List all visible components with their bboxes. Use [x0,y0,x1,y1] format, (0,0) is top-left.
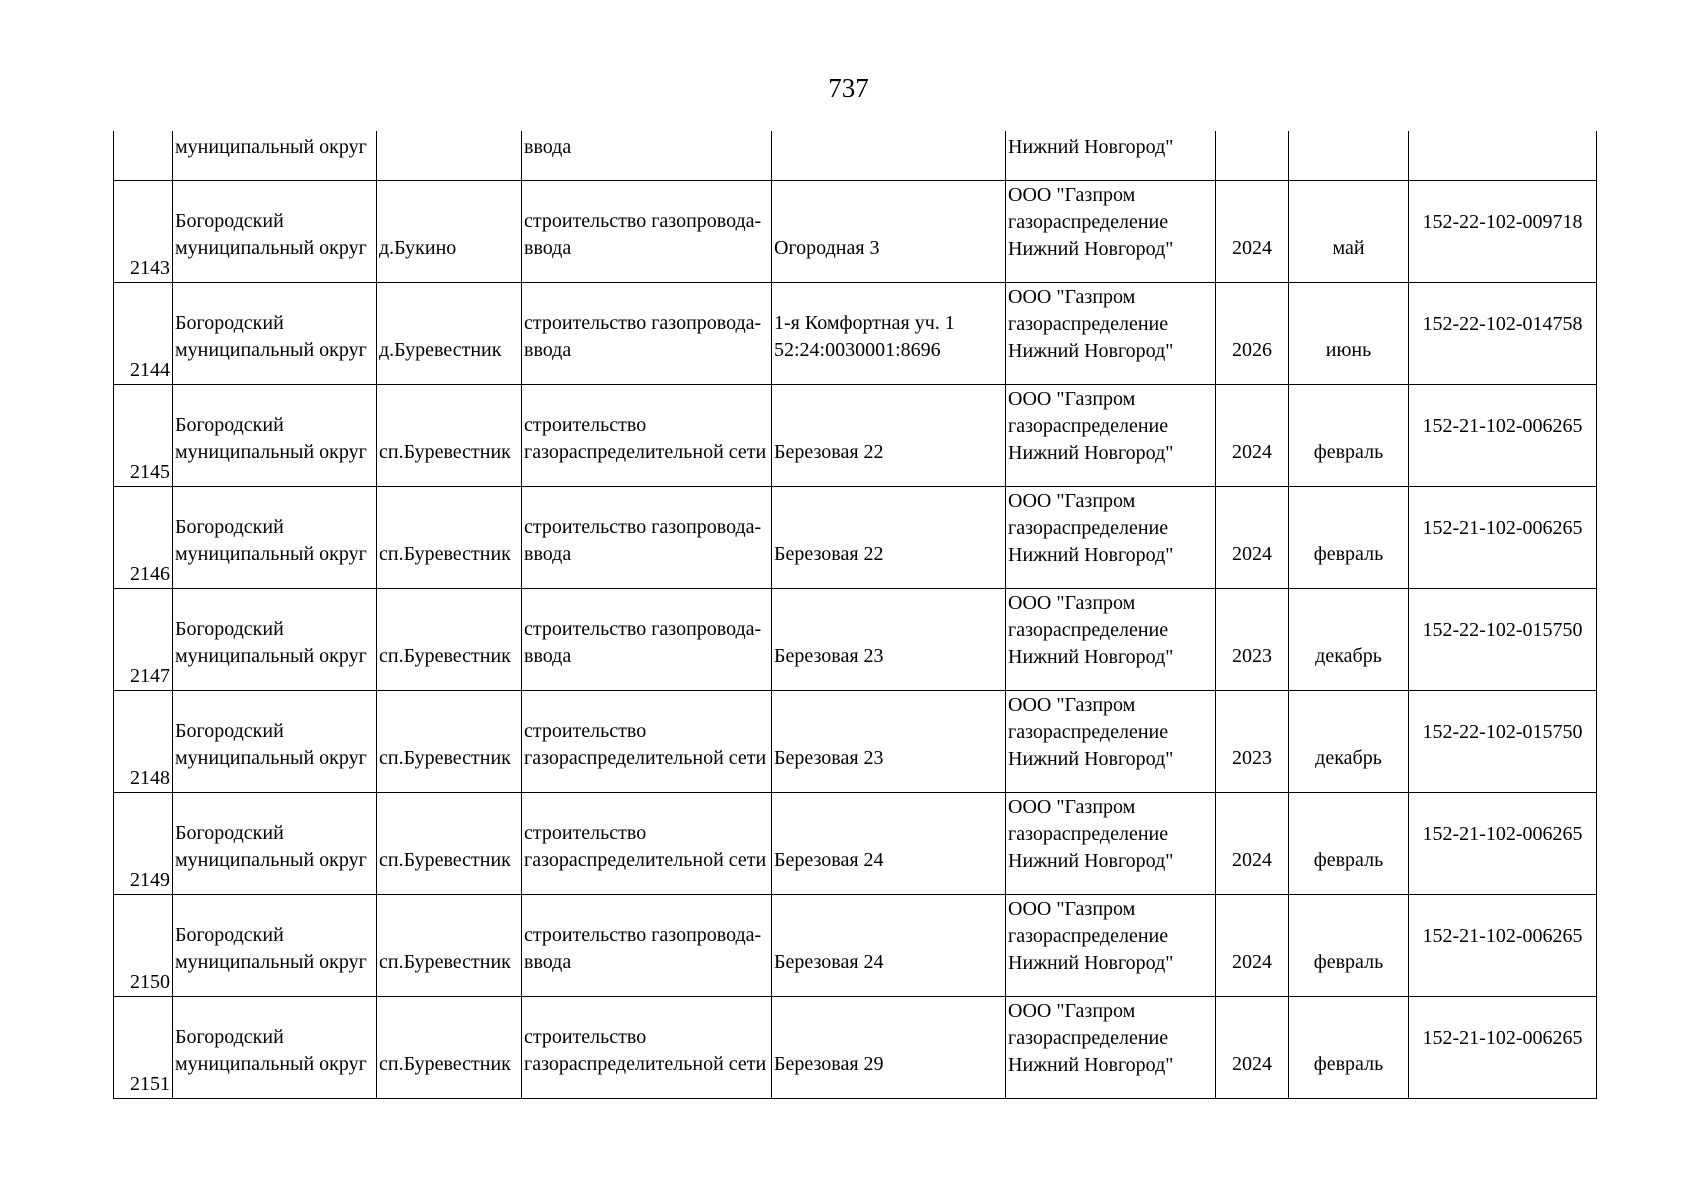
cell-line: газораспределение [1008,414,1169,437]
cell-line: ООО "Газпром [1008,285,1136,308]
cell-num: 2151 [114,996,173,1098]
cell-line: Нижний Новгород" [1008,237,1174,260]
cell-district [173,588,377,690]
cell-line: строительство [524,413,647,436]
cell-line: Березовая 24 [774,950,884,973]
cell-line: 52:24:0030001:8696 [774,338,941,361]
cell-line: газораспределение [1008,312,1169,335]
table-row [114,384,1597,486]
cell-work [522,384,772,486]
cell-locality: сп.Буревестник [377,588,522,690]
cell-line: муниципальный округ [175,848,367,871]
cell-line: строительство [524,821,647,844]
cell-line: муниципальный округ [175,542,367,565]
cell-year: 2024 [1216,792,1289,894]
cell-locality: сп.Буревестник [377,792,522,894]
cell-year: 2024 [1216,384,1289,486]
cell-year: 2024 [1216,486,1289,588]
cell-line: Нижний Новгород" [1008,951,1174,974]
cell-line: муниципальный округ [175,440,367,463]
cell-locality [377,131,522,180]
cell-locality: сп.Буревестник [377,894,522,996]
table-body [114,131,1597,1098]
cell-org [1006,894,1216,996]
cell-code: 152-22-102-014758 [1409,282,1597,384]
cell-code: 152-21-102-006265 [1409,996,1597,1098]
cell-org [1006,996,1216,1098]
cell-line: газораспределение [1008,618,1169,641]
cell-address [772,282,1006,384]
cell-org [1006,690,1216,792]
cell-month: июнь [1289,282,1409,384]
cell-line: ООО "Газпром [1008,183,1136,206]
cell-line: ввода [524,542,572,565]
cell-locality: сп.Буревестник [377,384,522,486]
cell-line: строительство газопровода- [524,515,762,538]
cell-work [522,792,772,894]
cell-year [1216,131,1289,180]
cell-line: газораспределительной сети [524,848,767,871]
cell-line: ООО "Газпром [1008,897,1136,920]
cell-year: 2023 [1216,690,1289,792]
cell-line: Березовая 22 [774,440,884,463]
cell-line: ООО "Газпром [1008,693,1136,716]
cell-org [1006,384,1216,486]
cell-org [1006,486,1216,588]
cell-year: 2023 [1216,588,1289,690]
cell-line: газораспределение [1008,1026,1169,1049]
cell-locality: д.Буревестник [377,282,522,384]
cell-work [522,180,772,282]
cell-num: 2144 [114,282,173,384]
cell-code [1409,131,1597,180]
cell-line: строительство [524,1025,647,1048]
cell-month: февраль [1289,792,1409,894]
cell-work [522,894,772,996]
cell-line: газораспределение [1008,720,1169,743]
page-number: 737 [828,73,869,103]
cell-line: Нижний Новгород" [1008,339,1174,362]
cell-district [173,486,377,588]
cell-work: ввода [522,131,772,180]
cell-line: муниципальный округ [175,338,367,361]
cell-line: Богородский [175,923,284,946]
cell-num: 2145 [114,384,173,486]
cell-line: Богородский [175,617,284,640]
cell-locality: сп.Буревестник [377,486,522,588]
cell-line: газораспределительной сети [524,440,767,463]
cell-line: строительство [524,719,647,742]
cell-address [772,131,1006,180]
cell-district [173,690,377,792]
cell-line: Богородский [175,719,284,742]
cell-org: Нижний Новгород" [1006,131,1216,180]
cell-num: 2149 [114,792,173,894]
cell-month: декабрь [1289,588,1409,690]
cell-line: строительство газопровода- [524,617,762,640]
cell-line: ввода [524,338,572,361]
cell-address [772,996,1006,1098]
cell-num: 2148 [114,690,173,792]
cell-work [522,486,772,588]
table-row [114,996,1597,1098]
cell-line: Богородский [175,311,284,334]
cell-line: Березовая 23 [774,644,884,667]
cell-year: 2024 [1216,180,1289,282]
cell-org [1006,282,1216,384]
cell-locality: сп.Буревестник [377,690,522,792]
cell-line: газораспределение [1008,822,1169,845]
cell-locality: д.Букино [377,180,522,282]
cell-line: ввода [524,236,572,259]
cell-line: Богородский [175,821,284,844]
cell-code: 152-21-102-006265 [1409,486,1597,588]
cell-line: ввода [524,644,572,667]
cell-line: Нижний Новгород" [1008,543,1174,566]
cell-line: муниципальный округ [175,950,367,973]
cell-line: Богородский [175,209,284,232]
cell-work [522,588,772,690]
cell-line: Нижний Новгород" [1008,645,1174,668]
table-row [114,486,1597,588]
cell-line: муниципальный округ [175,644,367,667]
cell-month: февраль [1289,894,1409,996]
cell-work [522,282,772,384]
cell-line: Богородский [175,1025,284,1048]
cell-line: Березовая 22 [774,542,884,565]
table-row [114,180,1597,282]
cell-line: Богородский [175,413,284,436]
cell-line: Нижний Новгород" [1008,747,1174,770]
cell-locality: сп.Буревестник [377,996,522,1098]
cell-month: февраль [1289,486,1409,588]
cell-line: Нижний Новгород" [1008,1053,1174,1076]
cell-line: Березовая 23 [774,746,884,769]
cell-line: газораспределение [1008,210,1169,233]
cell-num: 2147 [114,588,173,690]
table-row [114,588,1597,690]
cell-line: ООО "Газпром [1008,387,1136,410]
cell-line: ООО "Газпром [1008,591,1136,614]
cell-line: муниципальный округ [175,236,367,259]
cell-address [772,180,1006,282]
cell-line: Богородский [175,515,284,538]
cell-line: газораспределение [1008,924,1169,947]
cell-line: Нижний Новгород" [1008,849,1174,872]
cell-org [1006,180,1216,282]
cell-district [173,792,377,894]
cell-line: газораспределение [1008,516,1169,539]
cell-line: ввода [524,950,572,973]
cell-year: 2024 [1216,894,1289,996]
cell-code: 152-21-102-006265 [1409,384,1597,486]
cell-line: газораспределительной сети [524,1052,767,1075]
cell-district [173,384,377,486]
table-row [114,690,1597,792]
cell-month: февраль [1289,996,1409,1098]
cell-district [173,996,377,1098]
cell-line: ООО "Газпром [1008,489,1136,512]
cell-line: муниципальный округ [175,746,367,769]
cell-address [772,384,1006,486]
cell-line: строительство газопровода- [524,311,762,334]
cell-code: 152-21-102-006265 [1409,894,1597,996]
cell-line: газораспределительной сети [524,746,767,769]
cell-code: 152-22-102-015750 [1409,690,1597,792]
cell-year: 2024 [1216,996,1289,1098]
cell-address [772,894,1006,996]
cell-district [173,180,377,282]
cell-address [772,486,1006,588]
cell-year: 2026 [1216,282,1289,384]
cell-num [114,131,173,180]
cell-month [1289,131,1409,180]
cell-line: ООО "Газпром [1008,999,1136,1022]
cell-month: декабрь [1289,690,1409,792]
cell-line: Березовая 24 [774,848,884,871]
cell-line: 1-я Комфортная уч. 1 [774,311,955,334]
cell-district [173,894,377,996]
table-row [114,894,1597,996]
cell-line: муниципальный округ [175,1052,367,1075]
cell-work [522,996,772,1098]
table-row [114,282,1597,384]
cell-district [173,282,377,384]
table-row [114,792,1597,894]
cell-line: Огородная 3 [774,236,880,259]
cell-line: Березовая 29 [774,1052,884,1075]
cell-work [522,690,772,792]
cell-num: 2143 [114,180,173,282]
cell-month: май [1289,180,1409,282]
cell-month: февраль [1289,384,1409,486]
cell-line: Нижний Новгород" [1008,441,1174,464]
cell-address [772,792,1006,894]
cell-line: строительство газопровода- [524,923,762,946]
cell-code: 152-21-102-006265 [1409,792,1597,894]
cell-code: 152-22-102-015750 [1409,588,1597,690]
cell-num: 2150 [114,894,173,996]
cell-line: ООО "Газпром [1008,795,1136,818]
cell-address [772,588,1006,690]
registry-table [113,131,1597,1099]
cell-org [1006,588,1216,690]
cell-org [1006,792,1216,894]
cell-code: 152-22-102-009718 [1409,180,1597,282]
cell-num: 2146 [114,486,173,588]
continuation-row [114,131,1597,180]
cell-line: строительство газопровода- [524,209,762,232]
cell-address [772,690,1006,792]
cell-district: муниципальный округ [173,131,377,180]
